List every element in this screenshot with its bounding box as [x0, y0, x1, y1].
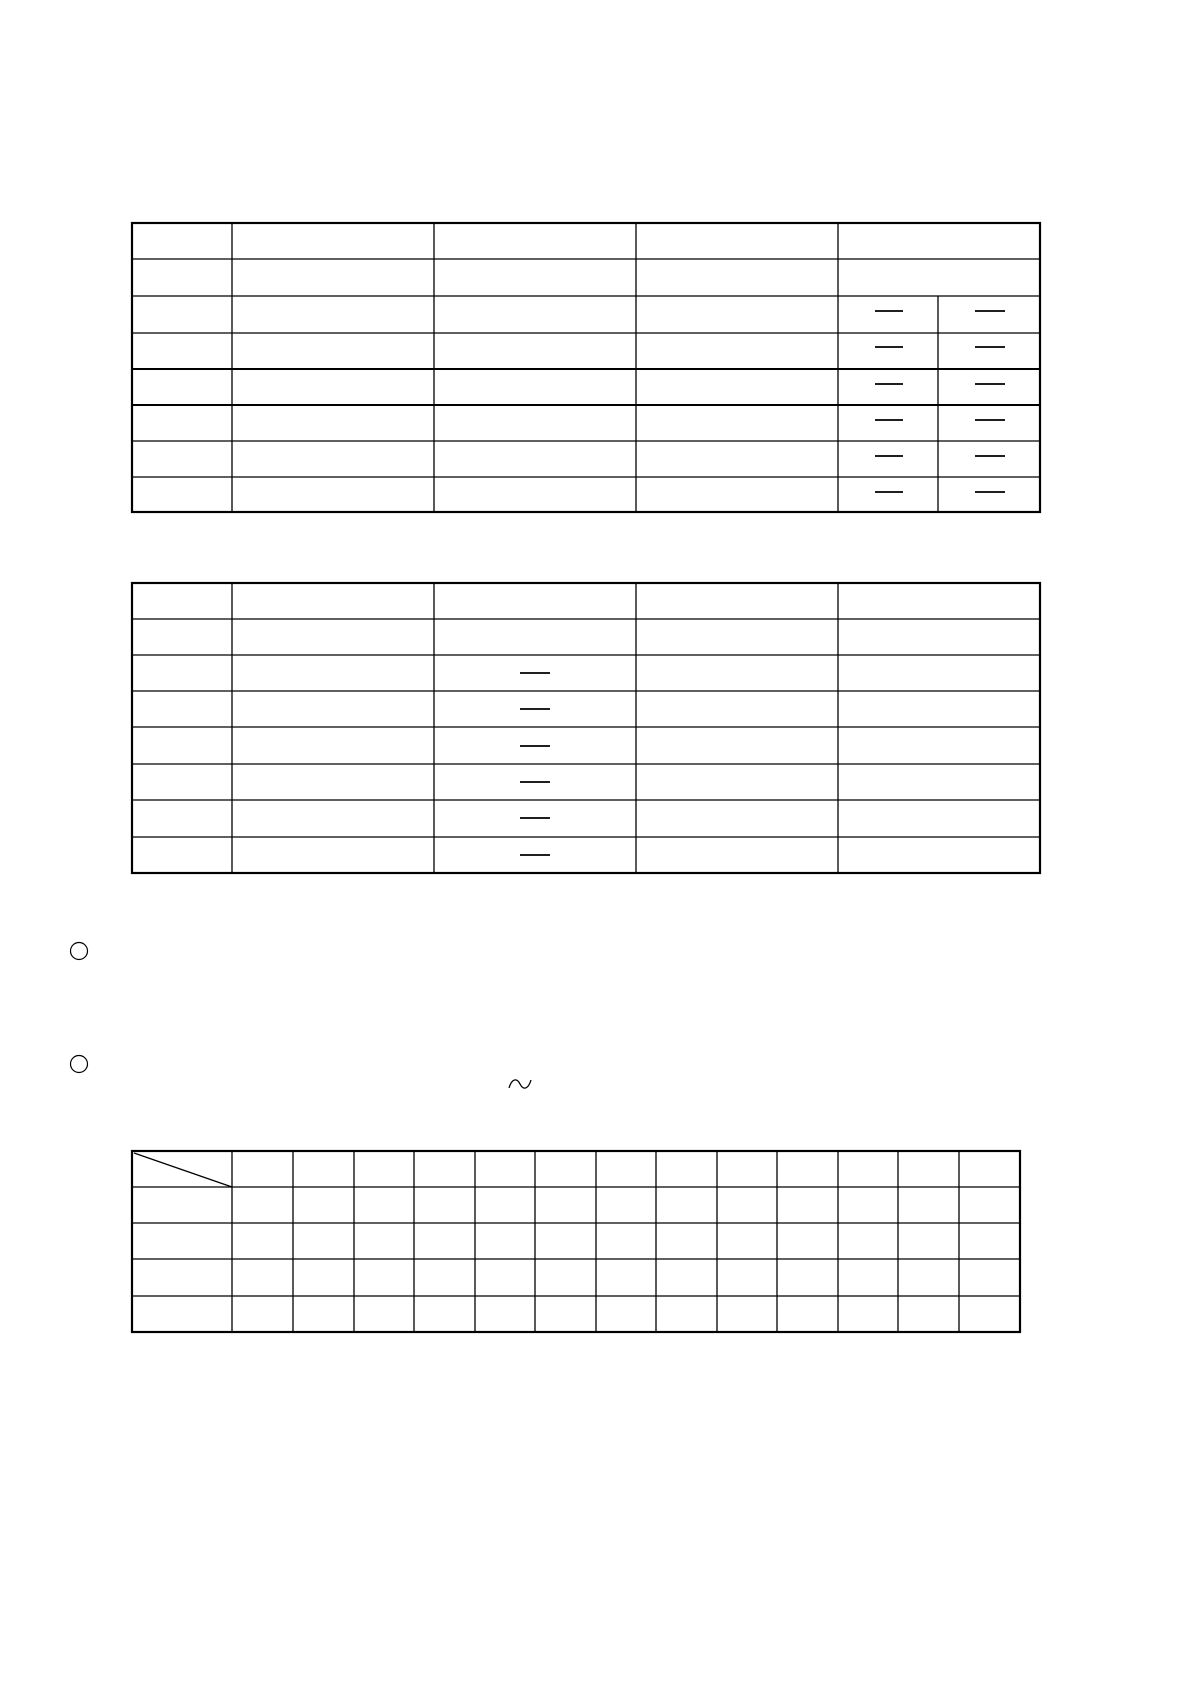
table-3 — [132, 1151, 1020, 1332]
table-1 — [132, 223, 1040, 512]
bullet-circle-2 — [71, 1056, 88, 1073]
table-2 — [132, 583, 1040, 873]
table-2-border — [132, 583, 1040, 873]
table-3-diagonal-header-line — [134, 1153, 232, 1187]
table-1-dash-marks — [875, 311, 1005, 492]
table-1-border — [132, 223, 1040, 512]
range-tilde-symbol — [509, 1080, 531, 1088]
table-3-border — [132, 1151, 1020, 1332]
bullet-circle-1 — [71, 943, 88, 960]
